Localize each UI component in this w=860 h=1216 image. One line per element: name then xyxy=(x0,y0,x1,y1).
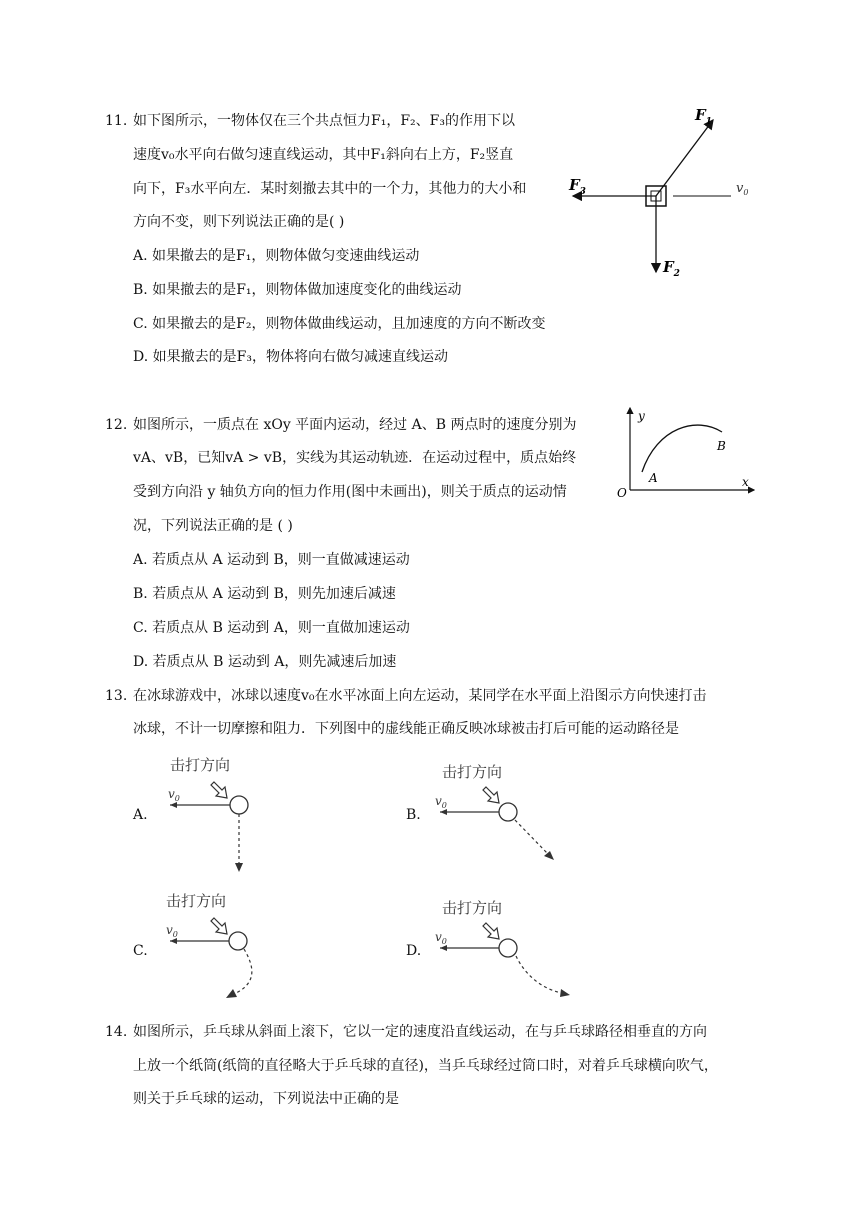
question-text-line: 速度v₀水平向右做匀速直线运动，其中F₁斜向右上方，F₂竖直 xyxy=(133,147,514,163)
question-number: 12. xyxy=(105,417,128,433)
force-diagram xyxy=(565,100,765,285)
hit-direction-label: 击打方向 xyxy=(442,763,503,781)
v0-label: $v_0$ xyxy=(166,923,178,939)
f1-label: $F_1$ xyxy=(695,106,712,127)
point-a-label: A xyxy=(649,471,658,485)
question-text-line: 方向不变，则下列说法正确的是( ) xyxy=(133,214,345,230)
hit-arrow-icon xyxy=(211,782,227,798)
dashed-path xyxy=(234,949,252,994)
option-b: B. 如果撤去的是F₁，则物体做加速度变化的曲线运动 xyxy=(133,282,462,298)
question-text-line: 受到方向沿 y 轴负方向的恒力作用(图中未画出)，则关于质点的运动情 xyxy=(133,484,567,500)
hit-direction-label: 击打方向 xyxy=(170,756,231,774)
path-arrowhead xyxy=(235,863,243,872)
puck-diagram-b xyxy=(430,757,570,872)
hit-direction-label: 击打方向 xyxy=(166,892,227,910)
question-number: 14. xyxy=(105,1024,128,1040)
question-text-line: 则关于乒乓球的运动，下列说法中正确的是 xyxy=(133,1091,399,1107)
question-number: 11. xyxy=(105,113,128,129)
f1-arrow xyxy=(656,120,713,196)
hit-direction-label: 击打方向 xyxy=(442,899,503,917)
f3-label: $F_3$ xyxy=(569,176,586,197)
option-d: D. 如果撤去的是F₃，物体将向右做匀减速直线运动 xyxy=(133,349,448,365)
choice-a-label: A. xyxy=(133,807,148,823)
puck-diagram-d xyxy=(430,893,575,1005)
f2-label: $F_2$ xyxy=(663,258,680,279)
hit-arrow-icon xyxy=(483,787,499,803)
option-a: A. 若质点从 A 运动到 B，则一直做减速运动 xyxy=(133,552,410,568)
choice-c-label: C. xyxy=(133,943,148,959)
question-text-line: 如图所示，一质点在 xOy 平面内运动，经过 A、B 两点时的速度分别为 xyxy=(133,417,577,433)
option-c: C. 如果撤去的是F₂，则物体做曲线运动，且加速度的方向不断改变 xyxy=(133,316,546,332)
trajectory-diagram xyxy=(612,402,762,502)
puck-icon xyxy=(499,939,517,957)
hit-arrow-icon xyxy=(483,923,499,939)
puck-icon xyxy=(230,796,248,814)
v0-label: $v_0$ xyxy=(435,930,447,946)
path-arrowhead xyxy=(544,851,554,860)
puck-diagram-a xyxy=(160,752,280,877)
v0-label: $v_0$ xyxy=(168,787,180,803)
dashed-path xyxy=(516,956,562,993)
choice-b-label: B. xyxy=(406,807,421,823)
v0-label: $v_0$ xyxy=(435,794,447,810)
question-text-line: vA、vB，已知vA > vB，实线为其运动轨迹．在运动过程中，质点始终 xyxy=(133,450,577,466)
v0-label: $v_0$ xyxy=(736,181,749,197)
hit-arrow-icon xyxy=(211,918,227,934)
path-arrowhead xyxy=(560,989,570,997)
trajectory-curve xyxy=(642,425,722,472)
question-text-line: 冰球，不计一切摩擦和阻力．下列图中的虚线能正确反映冰球被击打后可能的运动路径是 xyxy=(133,721,679,737)
question-text-line: 向下，F₃水平向左．某时刻撤去其中的一个力，其他力的大小和 xyxy=(133,181,527,197)
point-b-label: B xyxy=(717,439,726,453)
option-c: C. 若质点从 B 运动到 A，则一直做加速运动 xyxy=(133,620,410,636)
puck-icon xyxy=(229,932,247,950)
y-label: y xyxy=(638,409,645,423)
choice-d-label: D. xyxy=(406,943,422,959)
question-text-line: 况，下列说法正确的是 ( ) xyxy=(133,518,293,534)
question-text-line: 上放一个纸筒(纸筒的直径略大于乒乓球的直径)，当乒乓球经过筒口时，对着乒乓球横向吹气， xyxy=(133,1058,718,1074)
path-arrowhead xyxy=(226,989,237,998)
option-d: D. 若质点从 B 运动到 A，则先减速后加速 xyxy=(133,654,397,670)
question-text-line: 如图所示，乒乓球从斜面上滚下，它以一定的速度沿直线运动，在与乒乓球路径相垂直的方向 xyxy=(133,1024,707,1040)
dashed-path xyxy=(515,820,548,854)
option-a: A. 如果撤去的是F₁，则物体做匀变速曲线运动 xyxy=(133,248,420,264)
puck-icon xyxy=(499,803,517,821)
question-number: 13. xyxy=(105,688,128,704)
option-b: B. 若质点从 A 运动到 B，则先加速后减速 xyxy=(133,586,396,602)
question-text-line: 如下图所示，一物体仅在三个共点恒力F₁，F₂、F₃的作用下以 xyxy=(133,113,515,129)
x-label: x xyxy=(742,475,749,489)
question-text-line: 在冰球游戏中，冰球以速度v₀在水平冰面上向左运动，某同学在水平面上沿图示方向快速打击 xyxy=(133,688,707,704)
puck-diagram-c xyxy=(160,888,280,1006)
origin-label: O xyxy=(617,486,627,500)
